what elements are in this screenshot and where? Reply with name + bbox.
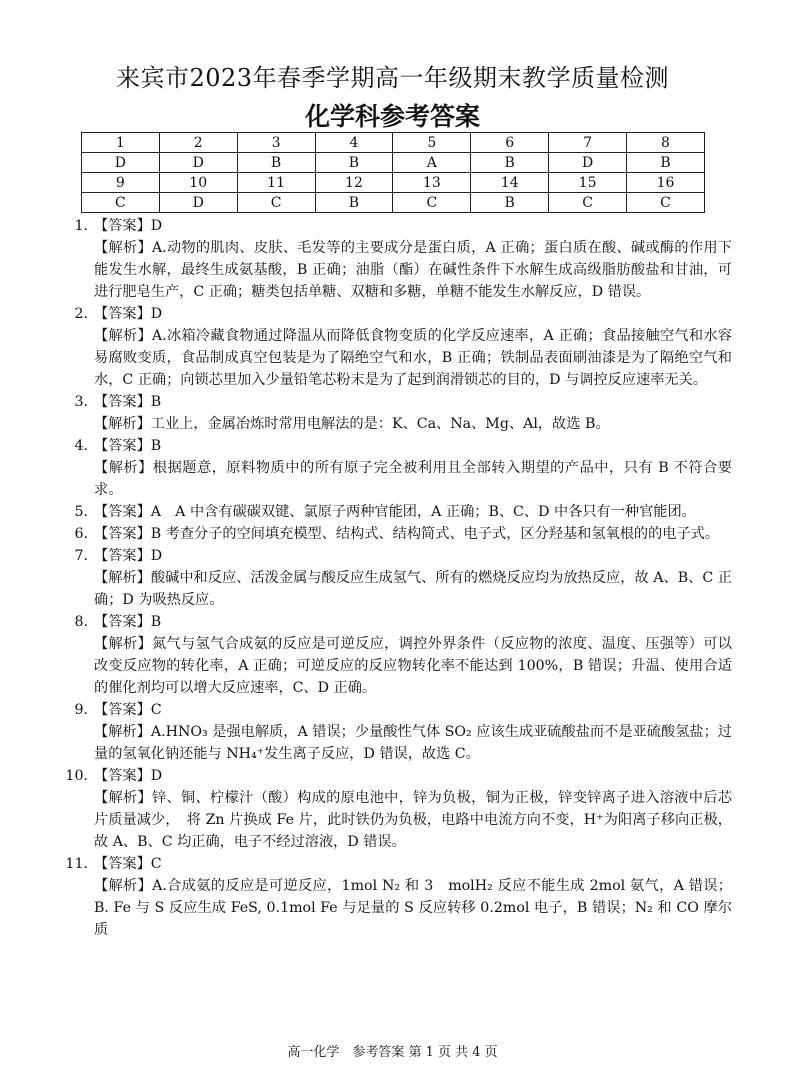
question-number: 4. (74, 438, 88, 454)
answer-row (82, 193, 705, 213)
explanation-text: 【解析】A.HNO₃ 是强电解质，A 错误；少量酸性气体 SO₂ 应该生成亚硫酸盐而不是亚硫酸氢盐；过量的氢氧化钠还能与 NH₄⁺发生离子反应，D 错误，故选 C。 (94, 724, 732, 762)
answer-item (64, 215, 732, 303)
answer-explanations (64, 215, 732, 941)
question-number: 1. (74, 218, 88, 234)
answer-row (82, 153, 705, 173)
answer-text: 【答案】A A 中含有碳碳双键、氯原子两种官能团，A 正确；B、C、D 中各只有一种官能团。 (94, 504, 696, 520)
explanation-text: 【解析】A.合成氨的反应是可逆反应，1mol N₂ 和 3 molH₂ 反应不能生成 2mol 氨气，A 错误；B. Fe 与 S 反应生成 FeS, 0.1mol Fe 与足量的 S 反应转移 0.2mol 电子，B 错误；N₂ 和 CO 摩尔质 (94, 878, 732, 938)
table-cell: C (82, 193, 160, 213)
explanation-text: 【解析】根据题意，原料物质中的所有原子完全被利用且全部转入期望的产品中，只有 B 不符合要求。 (94, 460, 732, 498)
table-cell: 9 (82, 173, 160, 193)
table-cell: C (549, 193, 627, 213)
question-number-row (82, 133, 705, 153)
page-subtitle: 化学科参考答案 (304, 102, 480, 131)
answer-item (64, 435, 732, 501)
question-number: 6. (74, 526, 88, 542)
table-cell: D (82, 153, 160, 173)
answer-text: 【答案】D (94, 218, 163, 234)
explanation-text: 【解析】A.动物的肌肉、皮肤、毛发等的主要成分是蛋白质，A 正确；蛋白质在酸、碱或酶的作用下能发生水解，最终生成氨基酸，B 正确；油脂（酯）在碱性条件下水解生成高级脂肪酸盐和甘油，可进行肥皂生产，C 正确；糖类包括单糖、双糖和多糖，单糖不能发生水解反应，D 错误。 (94, 240, 732, 300)
answer-text: 【答案】D (94, 306, 163, 322)
answer-text: 【答案】D (94, 768, 163, 784)
table-cell: 8 (627, 133, 705, 153)
table-cell: B (315, 193, 393, 213)
table-cell: D (159, 193, 237, 213)
explanation-text: 【解析】锌、铜、柠檬汁（酸）构成的原电池中，锌为负极，铜为正极，锌变锌离子进入溶液中后芯片质量减少， 将 Zn 片换成 Fe 片，此时铁仍为负极，电路中电流方向不变，H⁺为阳离子移向正极，故 A、B、C 均正确，电子不经过溶液，D 错误。 (94, 790, 732, 850)
explanation-text: 【解析】酸碱中和反应、活泼金属与酸反应生成氢气、所有的燃烧反应均为放热反应，故 A、B、C 正确；D 为吸热反应。 (94, 570, 732, 608)
page-footer: 高一化学 参考答案 第 1 页 共 4 页 (287, 1045, 498, 1060)
answer-item (64, 501, 732, 523)
table-cell: 12 (315, 173, 393, 193)
explanation-text: 【解析】工业上，金属冶炼时常用电解法的是：K、Ca、Na、Mg、Al，故选 B。 (94, 416, 610, 432)
table-cell: 10 (159, 173, 237, 193)
table-cell: B (627, 153, 705, 173)
answer-item (64, 611, 732, 699)
question-number: 5. (74, 504, 88, 520)
question-number: 2. (74, 306, 88, 322)
table-cell: D (159, 153, 237, 173)
answer-item (64, 699, 732, 765)
table-cell: B (315, 153, 393, 173)
question-number: 10. (65, 768, 88, 784)
answer-item (64, 545, 732, 611)
table-cell: C (627, 193, 705, 213)
table-cell: 16 (627, 173, 705, 193)
table-cell: B (471, 193, 549, 213)
question-number: 9. (74, 702, 88, 718)
page-title: 来宾市2023年春季学期高一年级期末教学质量检测 (115, 64, 670, 92)
table-cell: A (393, 153, 471, 173)
explanation-text: 【解析】氮气与氢气合成氨的反应是可逆反应，调控外界条件（反应物的浓度、温度、压强等）可以改变反应物的转化率，A 正确；可逆反应的反应物转化率不能达到 100%，B 错误；升温、使用合适的催化剂均可以增大反应速率，C、D 正确。 (94, 636, 732, 696)
table-cell: 3 (237, 133, 315, 153)
table-cell: 14 (471, 173, 549, 193)
answer-item (64, 853, 732, 941)
table-cell: 6 (471, 133, 549, 153)
question-number: 3. (74, 394, 88, 410)
question-number: 8. (74, 614, 88, 630)
table-cell: 4 (315, 133, 393, 153)
table-cell: D (549, 153, 627, 173)
table-cell: 7 (549, 133, 627, 153)
table-cell: 15 (549, 173, 627, 193)
answer-text: 【答案】C (94, 702, 162, 718)
answer-item (64, 303, 732, 391)
answer-text: 【答案】C (94, 856, 162, 872)
answer-text: 【答案】B 考查分子的空间填充模型、结构式、结构简式、电子式，区分羟基和氢氧根的的电子式。 (94, 526, 720, 542)
answer-item (64, 523, 732, 545)
answer-text: 【答案】D (94, 548, 163, 564)
table-cell: B (237, 153, 315, 173)
table-cell: C (393, 193, 471, 213)
table-cell: 2 (159, 133, 237, 153)
table-cell: 5 (393, 133, 471, 153)
table-cell: B (471, 153, 549, 173)
answer-text: 【答案】B (94, 394, 162, 410)
question-number: 7. (74, 548, 88, 564)
answer-item (64, 765, 732, 853)
answer-text: 【答案】B (94, 614, 162, 630)
answer-table (81, 132, 705, 213)
table-cell: 13 (393, 173, 471, 193)
question-number: 11. (65, 856, 88, 872)
table-cell: 11 (237, 173, 315, 193)
table-cell: C (237, 193, 315, 213)
table-cell: 1 (82, 133, 160, 153)
answer-item (64, 391, 732, 435)
answer-text: 【答案】B (94, 438, 162, 454)
explanation-text: 【解析】A.冰箱冷藏食物通过降温从而降低食物变质的化学反应速率，A 正确；食品接触空气和水容易腐败变质，食品制成真空包装是为了隔绝空气和水，B 正确；铁制品表面刷油漆是为了隔绝空气和水，C 正确；向锁芯里加入少量铅笔芯粉末是为了起到润滑锁芯的目的，D 与调控反应速率无关。 (94, 328, 732, 388)
question-number-row (82, 173, 705, 193)
